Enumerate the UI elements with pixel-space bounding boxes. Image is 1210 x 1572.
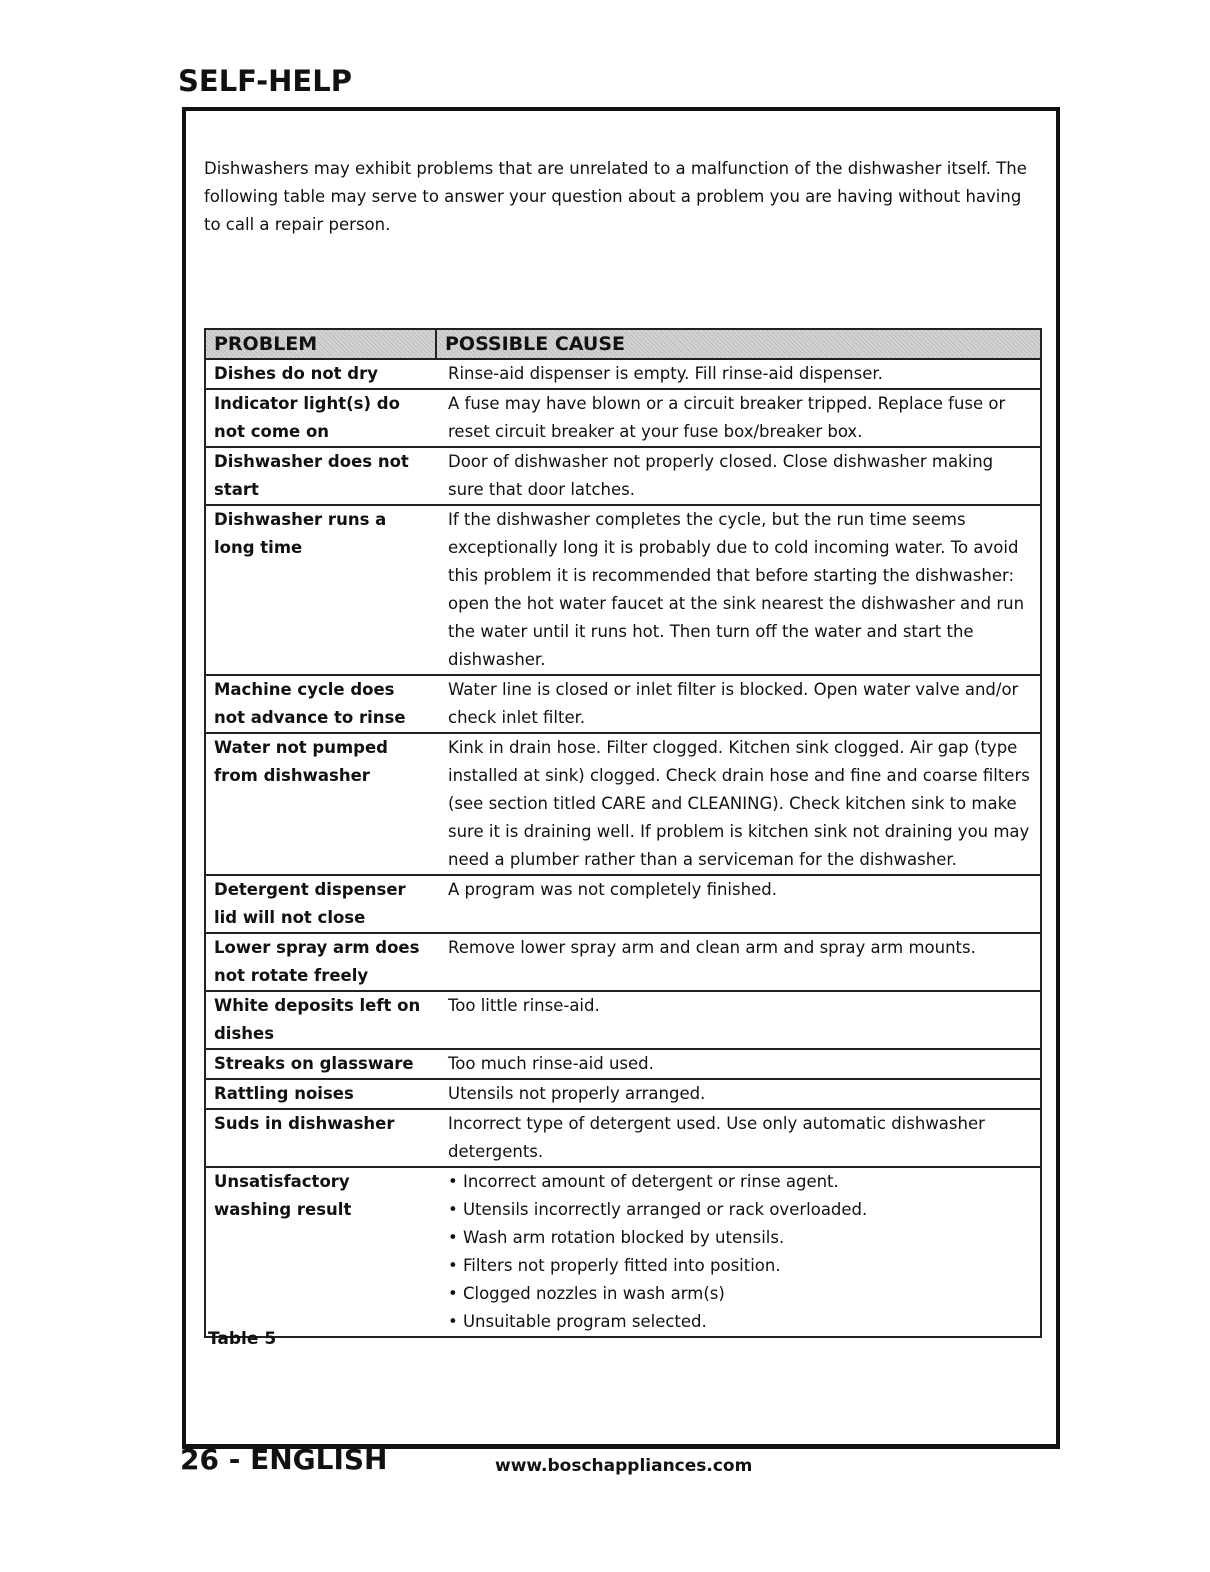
page-number-label: 26 - ENGLISH: [180, 1443, 388, 1476]
cause-bullet: • Unsuitable program selected.: [448, 1312, 707, 1331]
cause-bullet: • Incorrect amount of detergent or rinse agent.: [448, 1172, 839, 1191]
cause-cell: Too much rinse-aid used.: [436, 1049, 1041, 1079]
cause-cell: Door of dishwasher not properly closed. Close dishwasher making sure that door latches.: [436, 447, 1041, 505]
cause-cell: If the dishwasher completes the cycle, but the run time seems exceptionally long it is probably due to cold incoming water. To avoid this problem it is recommended that before starting the dishwasher: open the hot water faucet at the sink nearest the dishwasher and run the water until it runs hot. Then turn off the water and start the dishwasher.: [436, 505, 1041, 675]
table-caption: Table 5: [208, 1329, 277, 1349]
problem-cell: Lower spray arm does not rotate freely: [205, 933, 436, 991]
table-row: [205, 733, 1041, 875]
table-row: [205, 505, 1041, 675]
cause-cell: Remove lower spray arm and clean arm and spray arm mounts.: [436, 933, 1041, 991]
cause-column-header: POSSIBLE CAUSE: [436, 329, 1041, 359]
problem-cell: Suds in dishwasher: [205, 1109, 436, 1167]
cause-cell: Water line is closed or inlet filter is blocked. Open water valve and/or check inlet filter.: [436, 675, 1041, 733]
content-frame: [182, 107, 1060, 1449]
cause-bullet-list: [436, 1167, 1041, 1337]
table-row: [205, 1109, 1041, 1167]
problem-cell: Detergent dispenser lid will not close: [205, 875, 436, 933]
problem-cell: Streaks on glassware: [205, 1049, 436, 1079]
problem-cell: Dishes do not dry: [205, 359, 436, 389]
problem-cell: Dishwasher runs a long time: [205, 505, 436, 675]
cause-cell: Rinse-aid dispenser is empty. Fill rinse-aid dispenser.: [436, 359, 1041, 389]
table-row: [205, 1167, 1041, 1337]
intro-paragraph: Dishwashers may exhibit problems that are unrelated to a malfunction of the dishwasher itself. The following table may serve to answer your question about a problem you are having without having to call a repair person.: [204, 159, 1027, 234]
problem-cell: Machine cycle does not advance to rinse: [205, 675, 436, 733]
problem-column-header: PROBLEM: [205, 329, 436, 359]
table-row: [205, 991, 1041, 1049]
cause-cell: Kink in drain hose. Filter clogged. Kitchen sink clogged. Air gap (type installed at sink) clogged. Check drain hose and fine and coarse filters (see section titled CARE and CLEANING). Check kitchen sink to make sure it is draining well. If problem is kitchen sink not draining you may need a plumber rather than a serviceman for the dishwasher.: [436, 733, 1041, 875]
problem-cell: Water not pumped from dishwasher: [205, 733, 436, 875]
footer-url: www.boschappliances.com: [495, 1456, 753, 1476]
problem-cell: Unsatisfactory washing result: [205, 1167, 436, 1337]
cause-cell: Incorrect type of detergent used. Use only automatic dishwasher detergents.: [436, 1109, 1041, 1167]
table-header-row: [205, 329, 1041, 359]
table-row: [205, 447, 1041, 505]
table-row: [205, 389, 1041, 447]
cause-bullet: • Clogged nozzles in wash arm(s): [448, 1284, 725, 1303]
cause-cell: A program was not completely finished.: [436, 875, 1041, 933]
cause-cell: A fuse may have blown or a circuit breaker tripped. Replace fuse or reset circuit breaker at your fuse box/breaker box.: [436, 389, 1041, 447]
problem-cell: Rattling noises: [205, 1079, 436, 1109]
table-row: [205, 359, 1041, 389]
table-row: [205, 1079, 1041, 1109]
cause-bullet: • Utensils incorrectly arranged or rack overloaded.: [448, 1200, 868, 1219]
cause-bullet: • Filters not properly fitted into position.: [448, 1256, 781, 1275]
cause-cell: Utensils not properly arranged.: [436, 1079, 1041, 1109]
cause-bullet: • Wash arm rotation blocked by utensils.: [448, 1228, 785, 1247]
page-title: SELF-HELP: [178, 64, 352, 98]
table-row: [205, 675, 1041, 733]
cause-cell: Too little rinse-aid.: [436, 991, 1041, 1049]
table-row: [205, 933, 1041, 991]
table-row: [205, 875, 1041, 933]
table-row: [205, 1049, 1041, 1079]
problem-cell: Indicator light(s) do not come on: [205, 389, 436, 447]
problem-cell: Dishwasher does not start: [205, 447, 436, 505]
problem-cell: White deposits left on dishes: [205, 991, 436, 1049]
troubleshooting-table: [204, 328, 1042, 1338]
